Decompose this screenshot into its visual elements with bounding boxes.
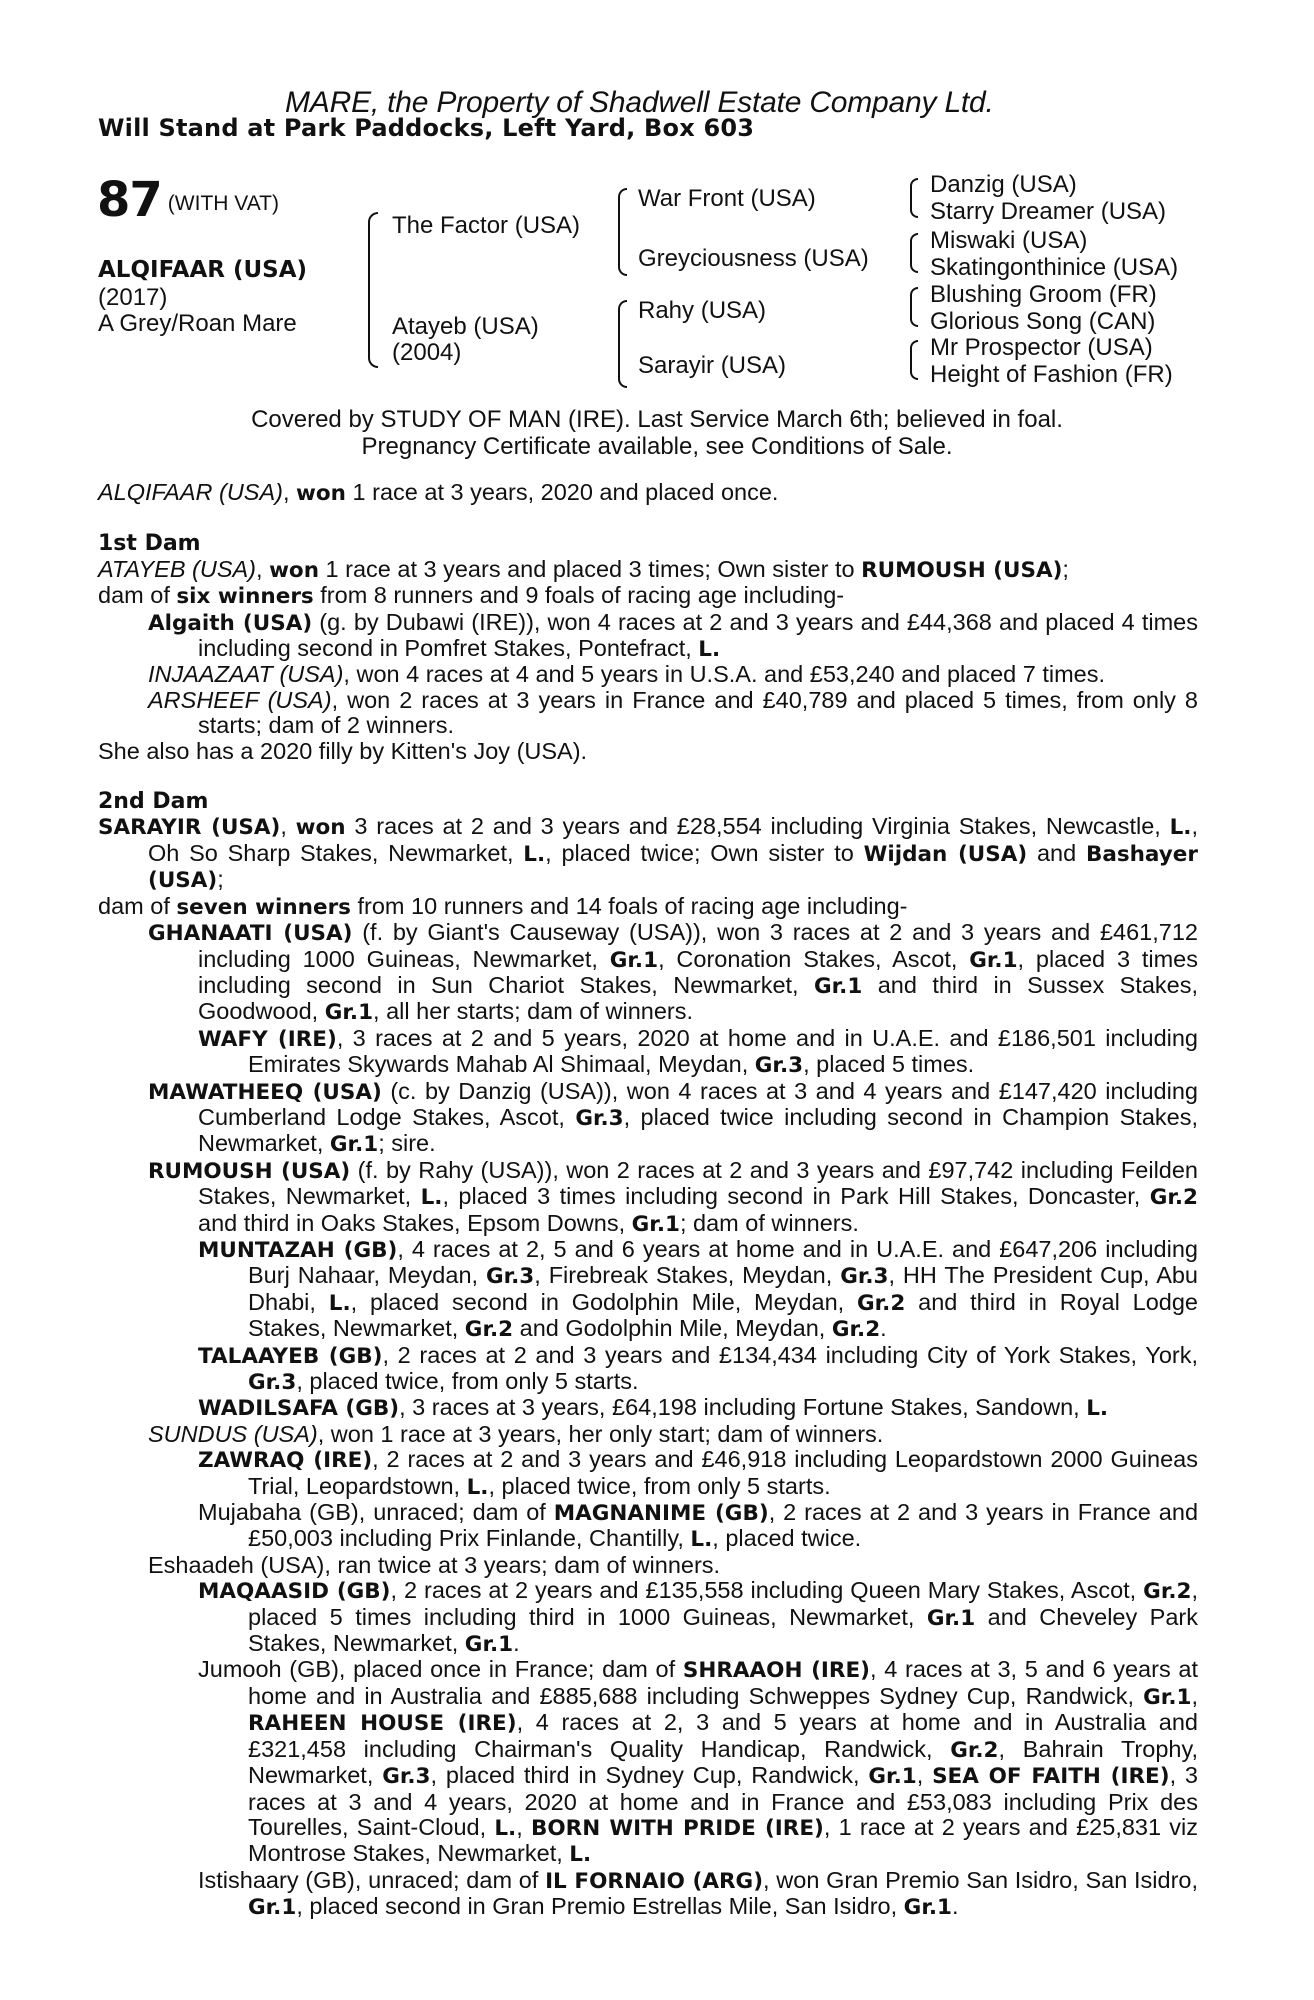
text-run: , placed second in Gran Premio Estrellas Mile, San Isidro, bbox=[296, 1893, 904, 1920]
text-run: , won 1 race at 3 years, her only start; dam of winners. bbox=[317, 1420, 884, 1447]
text-run: , placed twice. bbox=[712, 1525, 862, 1552]
text-run: ; bbox=[217, 866, 224, 893]
bold-run: Gr.3 bbox=[754, 1053, 804, 1079]
pedigree-bracket-ss bbox=[910, 178, 918, 218]
bold-run: Wijdan (USA) bbox=[863, 841, 1028, 867]
bold-run: L. bbox=[328, 1290, 351, 1316]
text-run: , 4 races at 2, 5 and 6 years at home and in U.A.E. and £647,206 including Burj Nahaar, Meydan, bbox=[248, 1235, 1198, 1289]
bold-run: Gr.2 bbox=[1149, 1185, 1198, 1211]
bold-run: GHANAATI (USA) bbox=[148, 921, 353, 947]
text-run: , HH The President Cup, Abu Dhabi, bbox=[248, 1262, 1199, 1315]
dam1-foal-1 bbox=[98, 610, 1198, 663]
bold-run: seven winners bbox=[176, 894, 351, 920]
text-run: , placed 3 times including second in Sun Chariot Stakes, Newmarket, bbox=[198, 945, 1198, 998]
text-run: . bbox=[513, 1630, 520, 1657]
dam2-grandfoal-wadilsafa bbox=[98, 1395, 1198, 1421]
catalogue-body bbox=[98, 480, 1198, 1921]
pedigree-sire-dam: Greyciousness (USA) bbox=[638, 245, 869, 272]
pedigree-sds: Miswaki (USA) bbox=[930, 227, 1088, 254]
bold-run: Gr.3 bbox=[382, 1764, 431, 1790]
text-run: , 2 races at 2 years and £135,558 including Queen Mary Stakes, Ascot, bbox=[390, 1577, 1144, 1604]
text-run: ; dam of winners. bbox=[679, 1209, 859, 1236]
text-run: , all her starts; dam of winners. bbox=[373, 998, 694, 1025]
text-run: , bbox=[916, 1762, 933, 1789]
text-run: , placed 3 times including second in Park Hill Stakes, Doncaster, bbox=[442, 1183, 1150, 1210]
bold-run: Gr.1 bbox=[868, 1764, 917, 1790]
text-run: , bbox=[280, 813, 296, 840]
bold-run: Gr.3 bbox=[248, 1370, 297, 1395]
bold-run: Gr.2 bbox=[950, 1737, 999, 1763]
dam1-produce-summary bbox=[98, 583, 1198, 609]
bold-run: RUMOUSH (USA) bbox=[148, 1158, 351, 1184]
dam2-grandfoal-muntazah bbox=[98, 1237, 1198, 1343]
text-run: , Coronation Stakes, Ascot, bbox=[658, 945, 970, 972]
bold-run: Gr.3 bbox=[485, 1264, 535, 1290]
bold-run: Gr.1 bbox=[464, 1632, 514, 1658]
text-run: ; sire. bbox=[378, 1130, 436, 1157]
pedigree-dds: Mr Prospector (USA) bbox=[930, 334, 1153, 361]
italic-run: ARSHEEF (USA) bbox=[148, 686, 332, 713]
text-run: , bbox=[256, 555, 270, 582]
bold-run: Gr.2 bbox=[857, 1290, 906, 1316]
lot-block bbox=[97, 172, 279, 228]
bold-run: L. bbox=[523, 841, 546, 867]
bold-run: SARAYIR (USA) bbox=[98, 815, 281, 841]
pedigree-dam: Atayeb (USA) bbox=[392, 313, 539, 340]
text-run: , Bahrain Trophy, Newmarket, bbox=[248, 1735, 1198, 1789]
text-run: and bbox=[1027, 839, 1086, 866]
second-dam-heading: 2nd Dam bbox=[98, 789, 209, 815]
text-run: , bbox=[1191, 1682, 1198, 1709]
bold-run: WAFY (IRE) bbox=[198, 1026, 337, 1052]
text-run: (f. by Giant's Causeway (USA)), won 3 races at 2 and 3 years and £461,712 including 1000 Guineas, Newmarket, bbox=[198, 919, 1198, 972]
bold-run: won bbox=[269, 557, 320, 583]
text-run: , placed third in Sydney Cup, Randwick, bbox=[430, 1762, 869, 1789]
text-run: Jumooh (GB), placed once in France; dam of bbox=[198, 1656, 683, 1683]
pedigree-bracket-sd bbox=[910, 233, 918, 273]
first-dam-heading: 1st Dam bbox=[98, 531, 201, 557]
bold-run: RAHEEN HOUSE (IRE) bbox=[248, 1711, 517, 1737]
intro-name: ALQIFAAR (USA) bbox=[98, 479, 283, 505]
bold-run: L. bbox=[420, 1185, 443, 1211]
text-run: , 2 races at 2 and 3 years and £46,918 including Leopardstown 2000 Guineas Trial, Leopardstown, bbox=[248, 1446, 1198, 1499]
dam1-foal-3 bbox=[98, 688, 1198, 739]
horse-name: ALQIFAAR (USA) bbox=[98, 257, 308, 283]
text-run: , 2 races at 2 and 3 years and £134,434 including City of York Stakes, York, bbox=[382, 1341, 1198, 1368]
page-title: MARE, the Property of Shadwell Estate Company Ltd. bbox=[285, 86, 994, 119]
italic-run: ATAYEB (USA) bbox=[98, 555, 256, 582]
dam2-grandfoal-maqaasid bbox=[98, 1578, 1198, 1657]
pedigree-ssd: Starry Dreamer (USA) bbox=[930, 198, 1167, 225]
pedigree-sdd: Skatingonthinice (USA) bbox=[930, 254, 1179, 281]
dam2-produce-summary bbox=[98, 894, 1198, 920]
text-run: and third in Sussex Stakes, Goodwood, bbox=[198, 971, 1199, 1025]
text-run: from 10 runners and 14 foals of racing age including- bbox=[350, 892, 908, 919]
dam2-entry bbox=[98, 814, 1198, 893]
text-run: , placed twice; Own sister to bbox=[545, 839, 864, 866]
bold-run: L. bbox=[569, 1842, 592, 1868]
text-run: , placed 5 times. bbox=[803, 1051, 975, 1078]
bold-run: Gr.1 bbox=[248, 1895, 297, 1921]
text-run: , 2 races at 2 and 3 years in France and £50,003 including Prix Finlande, Chantilly, bbox=[248, 1499, 1199, 1552]
dam2-grandfoal-talaayeb bbox=[98, 1343, 1198, 1396]
vat-label: (WITH VAT) bbox=[167, 192, 279, 215]
text-run: (f. by Rahy (USA)), won 2 races at 2 and 3 years and £97,742 including Feilden Stakes, Newmarket, bbox=[198, 1156, 1199, 1210]
text-run: , won 4 races at 4 and 5 years in U.S.A. and £53,240 and placed 7 times. bbox=[343, 661, 1106, 688]
bold-run: WADILSAFA (GB) bbox=[198, 1396, 400, 1422]
text-run: , won Gran Premio San Isidro, San Isidro, bbox=[763, 1866, 1199, 1893]
bold-run: Algaith (USA) bbox=[148, 610, 313, 636]
text-run: , placed twice, from only 5 starts. bbox=[488, 1472, 831, 1499]
bold-run: MAGNANIME (GB) bbox=[553, 1501, 769, 1527]
bold-run: six winners bbox=[176, 584, 314, 610]
bold-run: Gr.3 bbox=[575, 1105, 624, 1131]
text-run: She also has a 2020 filly by Kitten's Joy (USA). bbox=[98, 737, 588, 764]
text-run: . bbox=[951, 1893, 959, 1920]
text-run: dam of bbox=[98, 892, 177, 919]
pedigree-bracket-dd bbox=[910, 340, 918, 380]
bold-run: Gr.1 bbox=[1143, 1684, 1192, 1710]
bold-run: Gr.1 bbox=[324, 1000, 374, 1026]
bold-run: L. bbox=[698, 637, 721, 663]
bold-run: Gr.1 bbox=[969, 947, 1018, 973]
bold-run: BORN WITH PRIDE (IRE) bbox=[531, 1815, 824, 1841]
dam2-foal-sundus bbox=[98, 1422, 1198, 1447]
text-run: , Oh So Sharp Stakes, Newmarket, bbox=[148, 813, 1198, 866]
intro-paragraph: ALQIFAAR (USA), won 1 race at 3 years, 2020 and placed once. bbox=[98, 479, 779, 506]
bold-run: L. bbox=[1169, 815, 1192, 841]
lot-number: 87 bbox=[97, 172, 162, 228]
text-run: Eshaadeh (USA), ran twice at 3 years; dam of winners. bbox=[148, 1551, 721, 1578]
bold-run: RUMOUSH (USA) bbox=[861, 557, 1063, 583]
text-run: dam of bbox=[98, 582, 177, 609]
bold-run: MAQAASID (GB) bbox=[198, 1579, 391, 1605]
dam2-grandfoal-mujabaha bbox=[98, 1500, 1198, 1553]
bold-run: Gr.1 bbox=[329, 1132, 379, 1158]
italic-run: INJAAZAAT (USA) bbox=[148, 661, 344, 688]
text-run: , bbox=[516, 1813, 531, 1840]
text-run: 1 race at 3 years and placed 3 times; Own sister to bbox=[319, 555, 862, 582]
text-run: , 3 races at 2 and 5 years, 2020 at home and in U.A.E. and £186,501 including Emirates Skywards Mahab Al Shimaal, Meydan, bbox=[248, 1024, 1198, 1078]
intro-rest: 1 race at 3 years, 2020 and placed once. bbox=[346, 479, 779, 505]
text-run: (g. by Dubawi (IRE)), won 4 races at 2 and 3 years and £44,368 and placed 4 times including second in Pomfret Stakes, Pontefract, bbox=[198, 608, 1198, 662]
text-run: and third in Oaks Stakes, Epsom Downs, bbox=[198, 1209, 632, 1236]
dam1-entry bbox=[98, 557, 1198, 583]
bold-run: MAWATHEEQ (USA) bbox=[148, 1079, 382, 1105]
pedigree-bracket-main bbox=[368, 212, 378, 368]
dam2-grandfoal-wafy bbox=[98, 1026, 1198, 1079]
text-run: Istishaary (GB), unraced; dam of bbox=[198, 1866, 546, 1893]
dam2-foal-eshaadeh bbox=[98, 1553, 1198, 1578]
bold-run: SEA OF FAITH (IRE) bbox=[932, 1764, 1170, 1790]
bold-run: TALAAYEB (GB) bbox=[198, 1343, 383, 1369]
text-run: , 4 races at 3, 5 and 6 years at home and in Australia and £885,688 including Schweppes Sydney Cup, Randwick, bbox=[248, 1656, 1199, 1709]
text-run: , 4 races at 2, 3 and 5 years at home and in Australia and £321,458 including Chairman's Quality Handicap, Randwick, bbox=[248, 1709, 1198, 1762]
bold-run: MUNTAZAH (GB) bbox=[198, 1237, 398, 1263]
text-run: (c. by Danzig (USA)), won 4 races at 3 and 4 years and £147,420 including Cumberland Lodge Stakes, Ascot, bbox=[198, 1077, 1198, 1130]
bold-run: L. bbox=[494, 1815, 517, 1841]
dam2-grandfoal-jumooh bbox=[98, 1657, 1198, 1867]
text-run: . bbox=[880, 1315, 887, 1342]
pedigree-bracket-ds bbox=[910, 287, 918, 327]
dam2-foal-mawatheeq bbox=[98, 1079, 1198, 1158]
bold-run: Gr.1 bbox=[631, 1211, 680, 1237]
bold-run: Gr.3 bbox=[840, 1264, 889, 1290]
pedigree-dss: Blushing Groom (FR) bbox=[930, 281, 1157, 308]
bold-run: won bbox=[295, 815, 346, 841]
intro-won: won bbox=[296, 481, 346, 506]
text-run: from 8 runners and 9 foals of racing age including- bbox=[313, 582, 845, 609]
text-run: , 3 races at 3 years, £64,198 including Fortune Stakes, Sandown, bbox=[399, 1394, 1087, 1421]
dam1-note bbox=[98, 739, 1198, 764]
bold-run: Gr.1 bbox=[609, 947, 659, 973]
bold-run: Gr.2 bbox=[1143, 1579, 1192, 1605]
pedigree-bracket-dam bbox=[618, 300, 627, 388]
bold-run: ZAWRAQ (IRE) bbox=[198, 1448, 373, 1474]
pregnancy-notice: Pregnancy Certificate available, see Conditions of Sale. bbox=[361, 433, 953, 460]
dam2-foal-ghanaati bbox=[98, 920, 1198, 1026]
text-run: and Cheveley Park Stakes, Newmarket, bbox=[248, 1603, 1198, 1657]
pedigree-dam-sire: Rahy (USA) bbox=[638, 297, 767, 324]
text-run: 3 races at 2 and 3 years and £28,554 including Virginia Stakes, Newcastle, bbox=[345, 813, 1170, 840]
dam2-grandfoal-zawraq bbox=[98, 1447, 1198, 1500]
horse-description: A Grey/Roan Mare bbox=[98, 310, 297, 337]
bold-run: Gr.2 bbox=[831, 1317, 881, 1343]
pedigree-ddd: Height of Fashion (FR) bbox=[930, 361, 1173, 388]
pedigree-bracket-sire bbox=[618, 188, 627, 276]
text-run: , won 2 races at 3 years in France and £40,789 and placed 5 times, from only 8 starts; dam of 2 winners. bbox=[198, 686, 1198, 739]
pedigree-dsd: Glorious Song (CAN) bbox=[930, 308, 1156, 335]
pedigree-dam-dam: Sarayir (USA) bbox=[638, 352, 787, 379]
bold-run: Gr.1 bbox=[926, 1605, 976, 1631]
pedigree-sire: The Factor (USA) bbox=[392, 212, 581, 239]
text-run: , placed twice, from only 5 starts. bbox=[296, 1368, 639, 1394]
bold-run: SHRAAOH (IRE) bbox=[682, 1658, 870, 1684]
bold-run: L. bbox=[1086, 1396, 1109, 1422]
dam1-foal-2 bbox=[98, 662, 1198, 687]
bold-run: Gr.1 bbox=[903, 1895, 952, 1921]
pedigree-sss: Danzig (USA) bbox=[930, 171, 1077, 198]
stand-location: Will Stand at Park Paddocks, Left Yard, Box 603 bbox=[98, 114, 755, 142]
bold-run: Bashayer (USA) bbox=[148, 841, 1198, 894]
italic-run: SUNDUS (USA) bbox=[148, 1420, 318, 1447]
text-run: , placed second in Godolphin Mile, Meydan, bbox=[350, 1288, 857, 1315]
bold-run: L. bbox=[466, 1474, 489, 1500]
text-run: Mujabaha (GB), unraced; dam of bbox=[198, 1499, 554, 1526]
text-run: , placed twice including second in Champion Stakes, Newmarket, bbox=[198, 1103, 1198, 1157]
bold-run: Gr.1 bbox=[814, 973, 863, 999]
text-run: and Godolphin Mile, Meydan, bbox=[513, 1315, 832, 1342]
text-run: , Firebreak Stakes, Meydan, bbox=[534, 1262, 841, 1289]
horse-year: (2017) bbox=[98, 284, 168, 311]
dam2-grandfoal-istishaary bbox=[98, 1868, 1198, 1921]
bold-run: L. bbox=[690, 1527, 713, 1553]
pedigree-dam-year: (2004) bbox=[392, 339, 462, 366]
text-run: ; bbox=[1062, 555, 1069, 582]
bold-run: IL FORNAIO (ARG) bbox=[545, 1868, 764, 1894]
pedigree-sire-sire: War Front (USA) bbox=[638, 185, 816, 212]
dam2-foal-rumoush bbox=[98, 1158, 1198, 1237]
text-run: , 3 races at 3 and 4 years, 2020 at home and in France and £53,083 including Prix des Tourelles, Saint-Cloud, bbox=[248, 1762, 1198, 1840]
bold-run: Gr.2 bbox=[464, 1317, 514, 1343]
covered-notice: Covered by STUDY OF MAN (IRE). Last Service March 6th; believed in foal. bbox=[251, 406, 1063, 433]
text-run: , placed 5 times including third in 1000 Guineas, Newmarket, bbox=[248, 1577, 1199, 1630]
text-run: and third in Royal Lodge Stakes, Newmarket, bbox=[248, 1288, 1198, 1342]
text-run: , 1 race at 2 years and £25,831 viz Montrose Stakes, Newmarket, bbox=[248, 1813, 1199, 1867]
